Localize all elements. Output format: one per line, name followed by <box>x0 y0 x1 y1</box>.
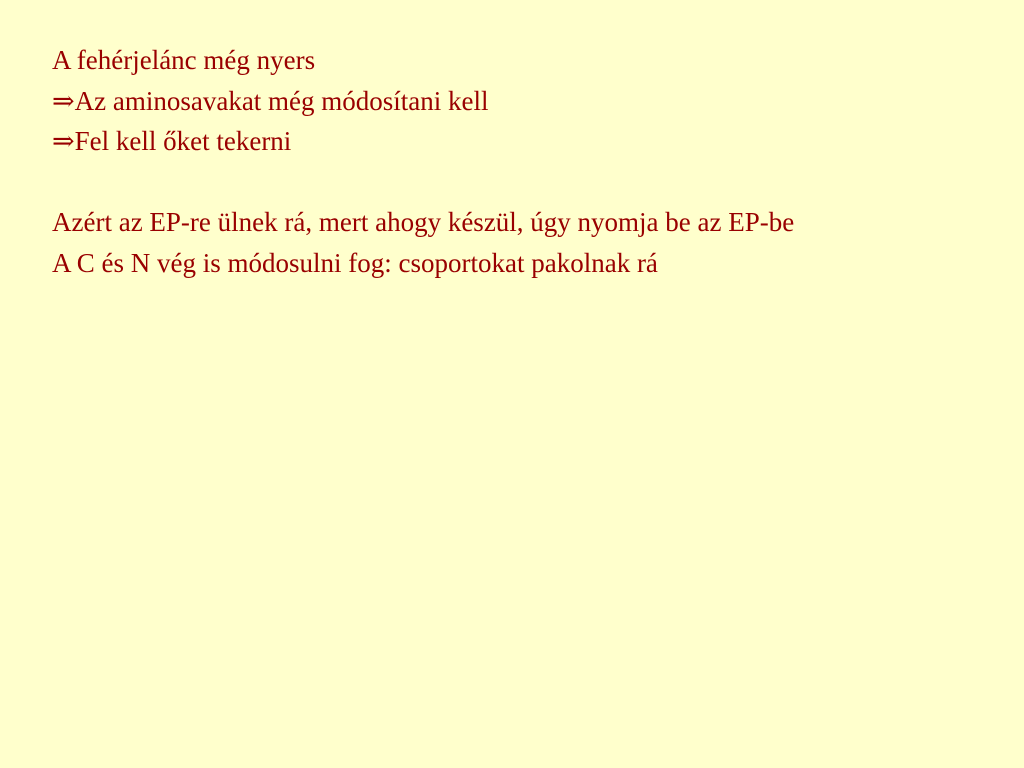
paragraph-spacer <box>52 162 1012 203</box>
text-line-intro: A fehérjelánc még nyers <box>52 45 316 75</box>
text-line-implication-1-text: Az aminosavakat még módosítani kell <box>74 85 489 116</box>
text-line-implication-2-text: Fel kell őket tekerni <box>74 126 292 156</box>
text-line-implication-2 <box>52 121 1012 162</box>
text-line-ep-explanation: Azért az EP-re ülnek rá, mert ahogy készül, úgy nyomja be az EP-be <box>52 207 795 237</box>
text-line-terminal-modification: A C és N vég is módosulni fog: csoportokat pakolnak rá <box>52 247 658 278</box>
text-line-implication-1 <box>52 81 1012 122</box>
implies-arrow-icon: ⇒ <box>52 126 75 156</box>
implies-arrow-icon: ⇒ <box>52 85 75 116</box>
slide-text-block <box>52 40 1012 283</box>
